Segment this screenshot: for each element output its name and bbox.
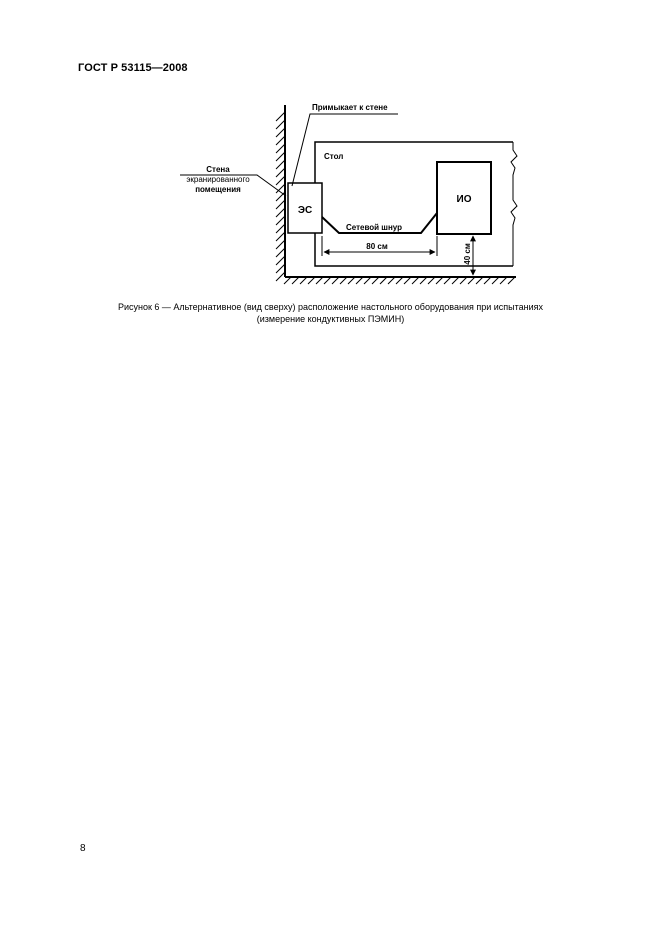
adjacent-to-wall-label: Примыкает к стене	[312, 103, 388, 112]
adjacent-leader-line	[292, 114, 398, 186]
figure-caption	[60, 301, 601, 325]
io-box-label: ИО	[456, 194, 472, 205]
figure-6-diagram	[0, 0, 661, 300]
power-cord-label: Сетевой шнур	[345, 223, 403, 232]
dim-80-label: 80 см	[366, 242, 388, 251]
wall-label-line2: экранированного	[186, 175, 250, 184]
document-header: ГОСТ Р 53115—2008	[78, 62, 188, 74]
es-box-label: ЭС	[297, 205, 313, 216]
caption-line-2: (измерение кондуктивных ПЭМИН)	[256, 314, 405, 324]
dim-40-label: 40 см	[463, 243, 472, 265]
wall-label-line1: Стена	[206, 165, 230, 174]
page-number: 8	[80, 843, 86, 854]
caption-line-1: Рисунок 6 — Альтернативное (вид сверху) расположение настольного оборудования при испытаниях	[117, 302, 544, 312]
wall-label-line3: помещения	[195, 185, 241, 194]
table-label: Стол	[324, 152, 344, 161]
